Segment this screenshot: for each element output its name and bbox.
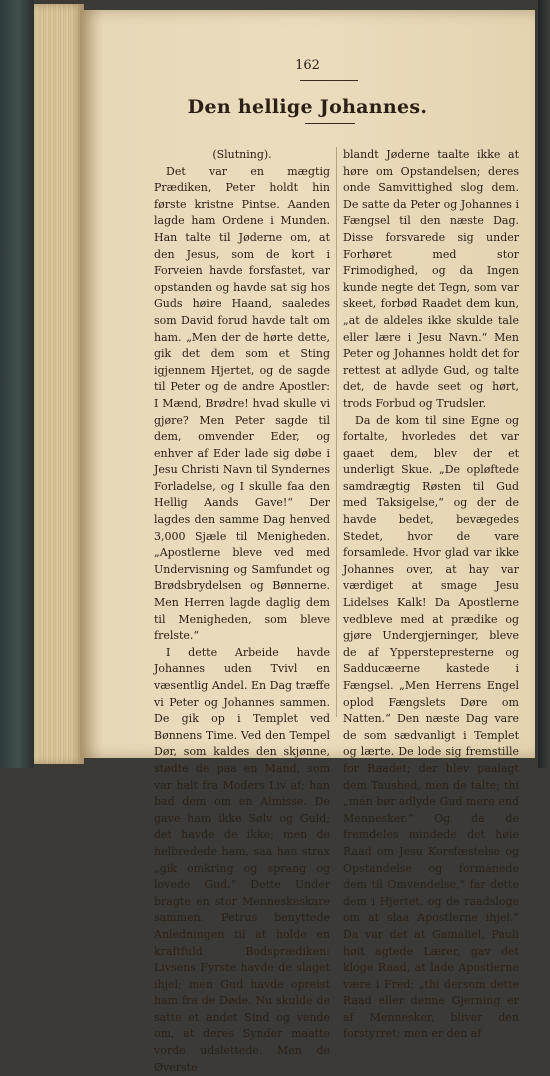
paragraph: Det var en mægtig Prædiken, Peter holdt hin første kristne Pintse. Aanden lagde ham Ordene i Munden. Han talte til Jøderne om, at den Jesus, som de kort i Forveien havde forsfastet, var opstanden og havde sat sig hos Guds høire Haand, saaledes som David forud havde talt om ham. „Men der de hørte dette, gik det dem som et Sting igjennem Hjertet, og de sagde til Peter og de andre Apostler: I Mænd, Brødre! hvad skulle vi gjøre? Men Peter sagde til dem, omvender Eder, og enhver af Eder lade sig døbe i Jesu Christi Navn til Syndernes Forladelse, og I skulle faa den Hellig Aands Gave!“ Der lagdes den samme Dag henved 3,000 Sjæle til Menigheden. „Apostlerne bleve ved med Undervisning og Samfundet og Brødsbrydelsen og Bønnerne. Men Herren lagde daglig dem til Menigheden, som bleve frelste.“ <box>154 164 330 643</box>
column-divider <box>336 147 337 717</box>
paragraph: Da de kom til sine Egne og fortalte, hvorledes det var gaaet dem, blev der et underligt Skue. „De opløftede samdrægtig Røsten til Gud med Taksigelse,“ og der de havde bedet, bevægedes Stedet, hvor de vare forsamlede. Hvor glad var ikke Johannes over, at hay var værdiget at smage Jesu Lidelses Kalk! Da Apostlerne vedbleve med at prædike og gjøre Undergjerninger, blevе de af Ypperstepresterne og Sadducæerne kastede i Fængsel. „Men Herrens Engel oplod Fængslets Døre om Natten.“ Den næste Dag vare de som sædvanligt i Templet og lærte. De lode sig fremstille for Raadet; der blev paalagt dem Taushed, men de talte; thi „man bør adlyde Gud mere end Mennesker.“ Og da de fremdeles mindede det høie Raad om Jesu Korsfæstelse og Opstandelse og formanede dem til Omvendelse,“ far dette dem i Hjertet, og de raadsloge om at slaa Apostlerne ihjel.“ Da var det at Gamaliel, Pauli høit agtede Lærer, gav det kloge Raad, at lade Apostlerne være i Fred; „thi dersom dette Raad eller denne Gjerning er af Mennesker, bliver den forstyrret; men er den af <box>343 413 519 1041</box>
chapter-title: Den hellige Johannes. <box>187 96 428 118</box>
book-cover-left <box>0 0 34 768</box>
page-number: 162 <box>295 58 320 73</box>
paragraph: blandt Jøderne taalte ikke at høre om Opstandelsen; deres onde Samvittighed slog dem. De satte da Peter og Johannes i Fængsel til den næste Dag. Disse forsvarede sig under Forhøret med stor Frimodighed, og da Ingen kunde negte det Tegn, som var skeet, forbød Raadet dem kun, „at de aldeles ikke skulde tale eller lære i Jesu Navn.“ Men Peter og Johannes holdt det for rettest at adlyde Gud, og talte det, de havde seet og hørt, trods Forbud og Trudsler. <box>343 148 519 410</box>
right-column <box>343 147 519 1043</box>
book-page <box>80 10 535 1074</box>
left-column <box>154 147 330 1076</box>
book-cover-right <box>538 0 550 768</box>
header-rule <box>300 80 358 81</box>
title-rule <box>305 123 355 124</box>
paragraph: I dette Arbeide havde Johannes uden Tvivl en væsentlig Andel. En Dag træffe vi Peter og Johannes sammen. De gik op i Templet ved Bønnens Time. Ved den Tempel Dør, som kaldes den skjønne, stødte de paa en Mand, som var halt fra Moders Liv af; han bad dem om en Almisse. De gave ham ikke Sølv og Guld; det havde de ikke; men de helbredede ham, saa han strax „gik omkring og sprang og lovede Gud.“ Dette Under bragte en stor Menneskeskare sammen. Petrus benyttede Anledningen til at holde en kraftfuld Bodsprædiken: Livsens Fyrste havde de slaget ihjel; men Gud havde opreist ham fra de Døde. Nu skulde de satte et andet Sind og vende om, at deres Synder maatte vorde udslettede. Men de Øverste <box>154 645 330 1074</box>
chapter-subtitle: (Slutning). <box>212 148 272 161</box>
page-stack-edge <box>34 4 84 764</box>
